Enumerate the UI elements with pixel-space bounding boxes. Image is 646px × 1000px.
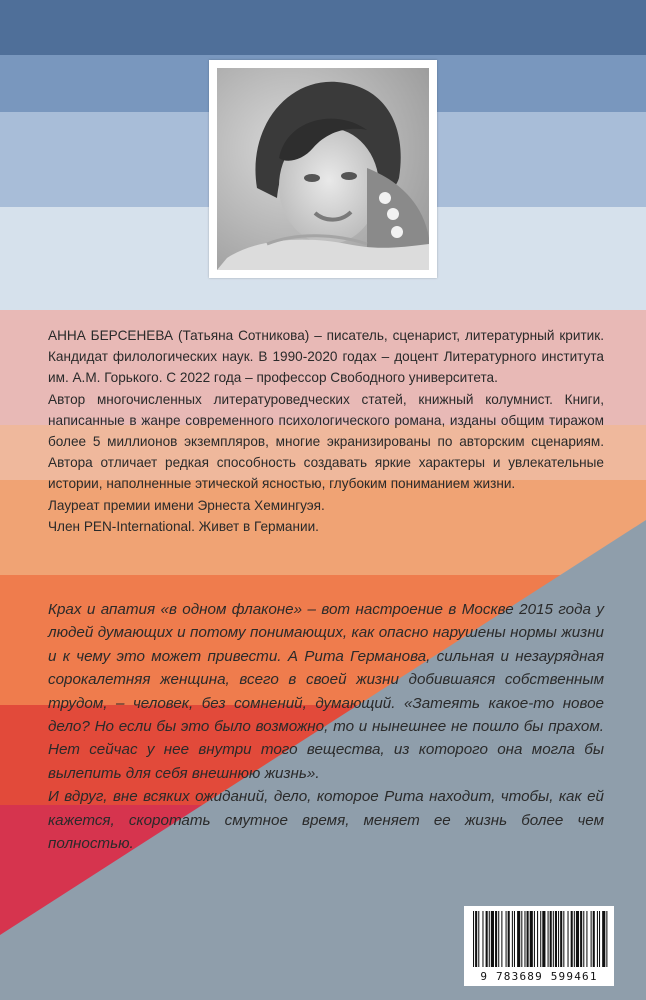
barcode-bar bbox=[506, 911, 507, 967]
barcode-bar bbox=[478, 911, 479, 967]
barcode-bar bbox=[593, 911, 595, 967]
barcode-bar bbox=[537, 911, 538, 967]
barcode-bar bbox=[576, 911, 579, 967]
barcode-bar bbox=[501, 911, 502, 967]
barcode-bar bbox=[553, 911, 554, 967]
barcode-bar bbox=[542, 911, 545, 967]
barcode-bar bbox=[550, 911, 552, 967]
barcode-bar bbox=[475, 911, 477, 967]
barcode-bar bbox=[530, 911, 533, 967]
barcode-bar bbox=[534, 911, 535, 967]
barcode-bar bbox=[597, 911, 598, 967]
barcode-bar bbox=[599, 911, 600, 967]
barcode-bars bbox=[467, 909, 611, 969]
barcode-bar bbox=[563, 911, 564, 967]
barcode-bar bbox=[586, 911, 587, 967]
barcode-bar bbox=[482, 911, 483, 967]
bio-paragraph: Автор многочисленных литературоведческих статей, книжный колумнист. Книги, написанные в жанре современного психологического романа, изданы общим тиражом более 5 миллионов экземпляров, многие экранизированы по авторским сценариям. Автора отличает редкая способность создавать яркие характеры и увлекательные истории, наполненные этической ясностью, глубоким пониманием жизни. bbox=[48, 391, 604, 492]
barcode-bar bbox=[527, 911, 529, 967]
barcode-bar bbox=[508, 911, 510, 967]
barcode-bar bbox=[583, 911, 584, 967]
author-photo-frame bbox=[209, 60, 437, 278]
barcode-bar bbox=[555, 911, 557, 967]
barcode-bar bbox=[606, 911, 607, 967]
barcode-bar bbox=[514, 911, 515, 967]
barcode-bar bbox=[517, 911, 520, 967]
bio-paragraph: АННА БЕРСЕНЕВА (Татьяна Сотникова) – писатель, сценарист, литературный критик. Кандидат филологических наук. В 1990-2020 годах – доцент Литературного института им. А.М. Горького. С 2022 года – профессор Свободного университета. bbox=[48, 328, 604, 386]
barcode-bar bbox=[591, 911, 592, 967]
barcode-bar bbox=[568, 911, 569, 967]
book-blurb bbox=[48, 598, 604, 855]
barcode-bar bbox=[489, 911, 490, 967]
author-photo bbox=[217, 68, 429, 270]
barcode-bar bbox=[486, 911, 488, 967]
barcode-bar bbox=[491, 911, 494, 967]
barcode-bar bbox=[512, 911, 513, 967]
isbn-barcode bbox=[464, 906, 614, 986]
barcode-bar bbox=[560, 911, 562, 967]
barcode-bar bbox=[495, 911, 497, 967]
barcode-bar bbox=[580, 911, 582, 967]
barcode-bar bbox=[571, 911, 573, 967]
barcode-bar bbox=[574, 911, 575, 967]
bio-paragraph: Лауреат премии имени Эрнеста Хемингуэя. bbox=[48, 497, 325, 513]
barcode-bar bbox=[540, 911, 541, 967]
isbn-number: 9 783689 599461 bbox=[480, 970, 598, 983]
barcode-bar bbox=[524, 911, 525, 967]
barcode-bar bbox=[548, 911, 549, 967]
barcode-bar bbox=[521, 911, 522, 967]
blurb-paragraph: Крах и апатия «в одном флаконе» – вот настроение в Москве 2015 года у людей думающих и потому понимающих, как опасно нарушены нормы жизни и к чему это может привести. А Рита Германова, сильная и незаурядная сорокалетняя женщина, всего в своей жизни добившаяся собственным трудом, – человек, без сомнений, думающий. «Затеять какое-то новое дело? Но если бы это было возможно, то и нынешнее не пошло бы прахом. Нет сейчас у нее внутри того вещества, из которого она могла бы вылепить для себя внешнюю жизнь». bbox=[48, 601, 604, 782]
blurb-paragraph: И вдруг, вне всяких ожиданий, дело, которое Рита находит, чтобы, как ей кажется, скоротать смутное время, меняет ее жизнь более чем полностью. bbox=[48, 788, 604, 853]
barcode-bar bbox=[558, 911, 559, 967]
barcode-bar bbox=[473, 911, 474, 967]
bio-paragraph: Член PEN-International. Живет в Германии. bbox=[48, 518, 319, 534]
barcode-bar bbox=[498, 911, 499, 967]
barcode-bar bbox=[602, 911, 605, 967]
author-bio bbox=[48, 325, 604, 537]
